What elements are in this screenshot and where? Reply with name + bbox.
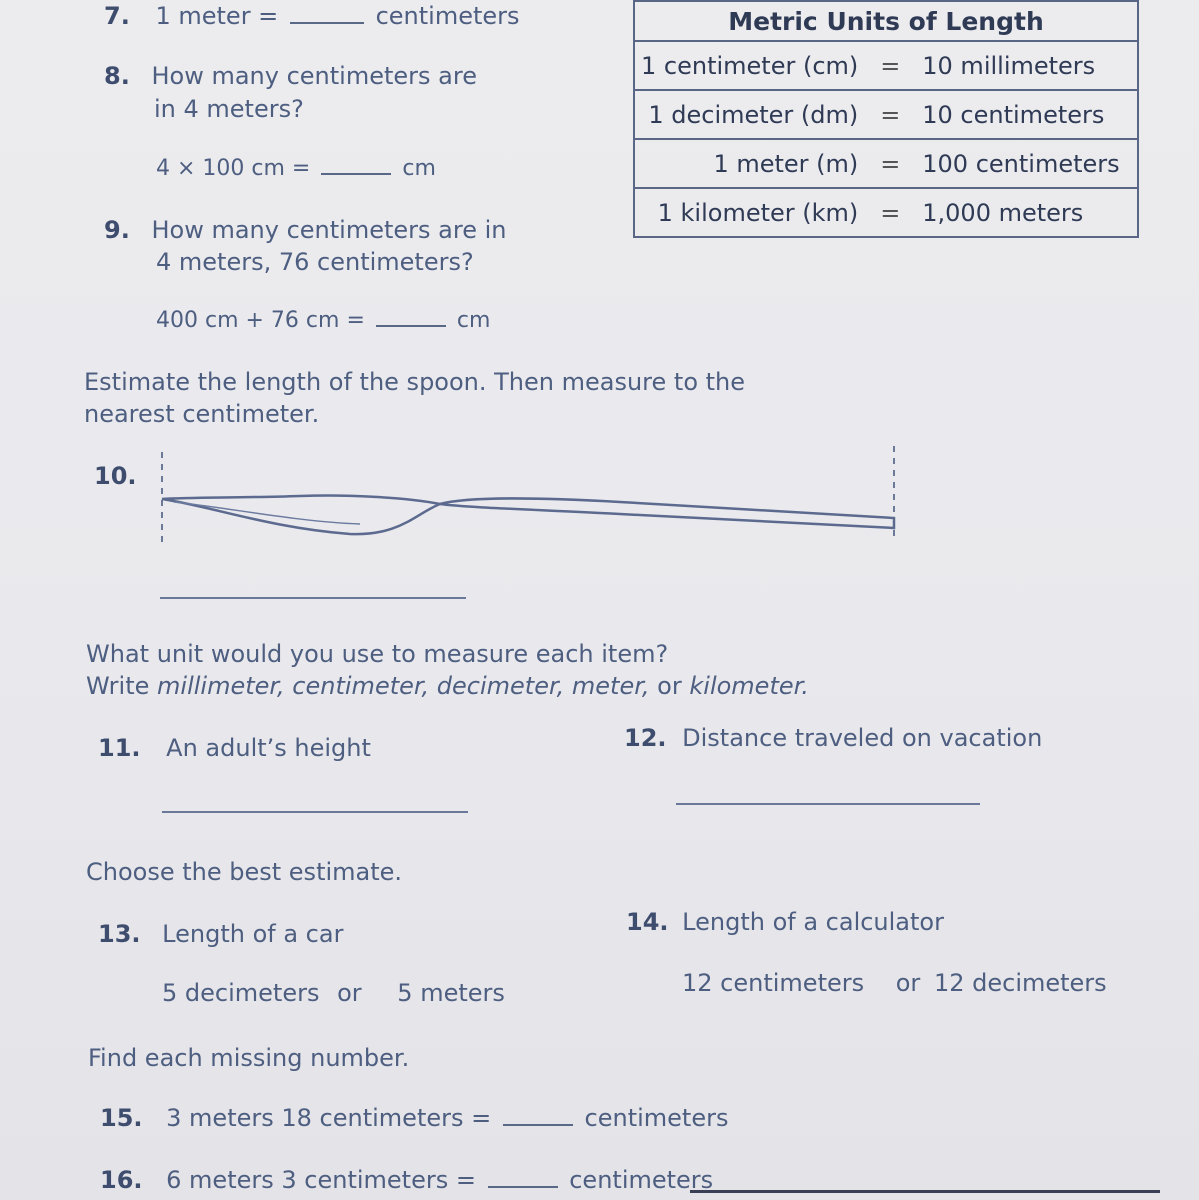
answer-line-12[interactable] xyxy=(676,803,980,805)
question-number: 11. xyxy=(98,734,141,762)
question-number: 16. xyxy=(100,1166,143,1194)
question-text: 6 meters 3 centimeters = xyxy=(166,1166,476,1194)
option-b[interactable]: 5 meters xyxy=(397,979,505,1007)
question-13 xyxy=(98,920,343,948)
table-header-row xyxy=(634,1,1138,41)
question-11 xyxy=(98,734,371,762)
question-number: 15. xyxy=(100,1104,143,1132)
directions-prefix: Write xyxy=(86,672,150,700)
table-cell-unit: 1 kilometer (km) xyxy=(634,188,864,237)
option-or: or xyxy=(337,979,362,1007)
missing-number-directions: Find each missing number. xyxy=(88,1044,410,1072)
directions-or: or xyxy=(657,672,682,700)
table-cell-value: 1,000 meters xyxy=(916,188,1138,237)
question-text: How many centimeters are in xyxy=(151,216,507,244)
answer-blank[interactable] xyxy=(503,1106,573,1126)
table-cell-unit: 1 meter (m) xyxy=(634,139,864,188)
question-9-line1 xyxy=(104,216,506,244)
question-number: 9. xyxy=(104,216,130,244)
estimate-directions: Choose the best estimate. xyxy=(86,858,403,886)
table-title: Metric Units of Length xyxy=(634,1,1138,41)
option-b[interactable]: 12 decimeters xyxy=(933,969,1107,997)
question-16 xyxy=(100,1166,713,1194)
work-expression: 4 × 100 cm = xyxy=(156,156,311,181)
table-cell-value: 10 centimeters xyxy=(916,90,1138,139)
question-unit: centimeters xyxy=(584,1104,729,1132)
question-text: 3 meters 18 centimeters = xyxy=(166,1104,492,1132)
question-13-options xyxy=(162,979,505,1007)
metric-units-table xyxy=(633,0,1139,238)
table-row xyxy=(634,41,1138,90)
work-unit: cm xyxy=(456,308,491,333)
question-number: 12. xyxy=(624,724,667,752)
table-row xyxy=(634,90,1138,139)
answer-blank[interactable] xyxy=(321,155,391,175)
question-unit: centimeters xyxy=(569,1166,714,1194)
unit-directions-line2 xyxy=(86,672,809,700)
question-text: Length of a car xyxy=(162,920,344,948)
table-cell-value: 10 millimeters xyxy=(916,41,1138,90)
work-expression: 400 cm + 76 cm = xyxy=(156,308,365,333)
question-14-options xyxy=(682,969,1107,997)
question-number: 7. xyxy=(104,2,130,30)
spoon-bowl xyxy=(162,495,440,534)
unit-directions-line1: What unit would you use to measure each item? xyxy=(86,640,669,668)
work-unit: cm xyxy=(402,156,436,181)
table-cell-equals: = xyxy=(864,139,916,188)
question-text: How many centimeters are xyxy=(151,62,477,90)
option-a[interactable]: 5 decimeters xyxy=(162,979,320,1007)
table-cell-unit: 1 decimeter (dm) xyxy=(634,90,864,139)
question-text: An adult’s height xyxy=(166,734,371,762)
table-row xyxy=(634,188,1138,237)
question-text: Length of a calculator xyxy=(682,908,944,936)
answer-blank[interactable] xyxy=(488,1168,558,1188)
table-cell-unit: 1 centimeter (cm) xyxy=(634,41,864,90)
question-text: 1 meter = xyxy=(155,2,279,30)
directions-units: millimeter, centimeter, decimeter, meter, xyxy=(157,672,650,700)
question-7 xyxy=(104,2,520,30)
spoon-directions-line2: nearest centimeter. xyxy=(84,400,320,428)
question-9-line2: 4 meters, 76 centimeters? xyxy=(156,248,474,276)
question-14 xyxy=(626,908,944,936)
option-a[interactable]: 12 centimeters xyxy=(682,969,865,997)
answer-blank[interactable] xyxy=(376,307,446,327)
bottom-divider xyxy=(690,1190,1160,1193)
question-text: Distance traveled on vacation xyxy=(682,724,1043,752)
question-15 xyxy=(100,1104,728,1132)
question-number: 8. xyxy=(104,62,130,90)
question-9-work xyxy=(156,307,490,333)
table-cell-equals: = xyxy=(864,41,916,90)
question-8-line1 xyxy=(104,62,477,90)
question-number: 10. xyxy=(94,462,137,490)
answer-blank[interactable] xyxy=(290,4,364,24)
question-number: 14. xyxy=(626,908,669,936)
spoon-handle xyxy=(440,499,894,529)
table-cell-equals: = xyxy=(864,188,916,237)
directions-last-unit: kilometer. xyxy=(689,672,809,700)
question-8-work xyxy=(156,155,436,181)
spoon-directions-line1: Estimate the length of the spoon. Then measure to the xyxy=(84,368,746,396)
table-row xyxy=(634,139,1138,188)
spoon-illustration xyxy=(150,444,910,554)
question-8-line2: in 4 meters? xyxy=(154,95,304,123)
answer-line-11[interactable] xyxy=(162,811,468,813)
table-cell-value: 100 centimeters xyxy=(916,139,1138,188)
question-unit: centimeters xyxy=(375,2,520,30)
answer-line-10[interactable] xyxy=(160,597,466,599)
question-number: 13. xyxy=(98,920,141,948)
question-12 xyxy=(624,724,1042,752)
table-cell-equals: = xyxy=(864,90,916,139)
option-or: or xyxy=(895,969,921,997)
